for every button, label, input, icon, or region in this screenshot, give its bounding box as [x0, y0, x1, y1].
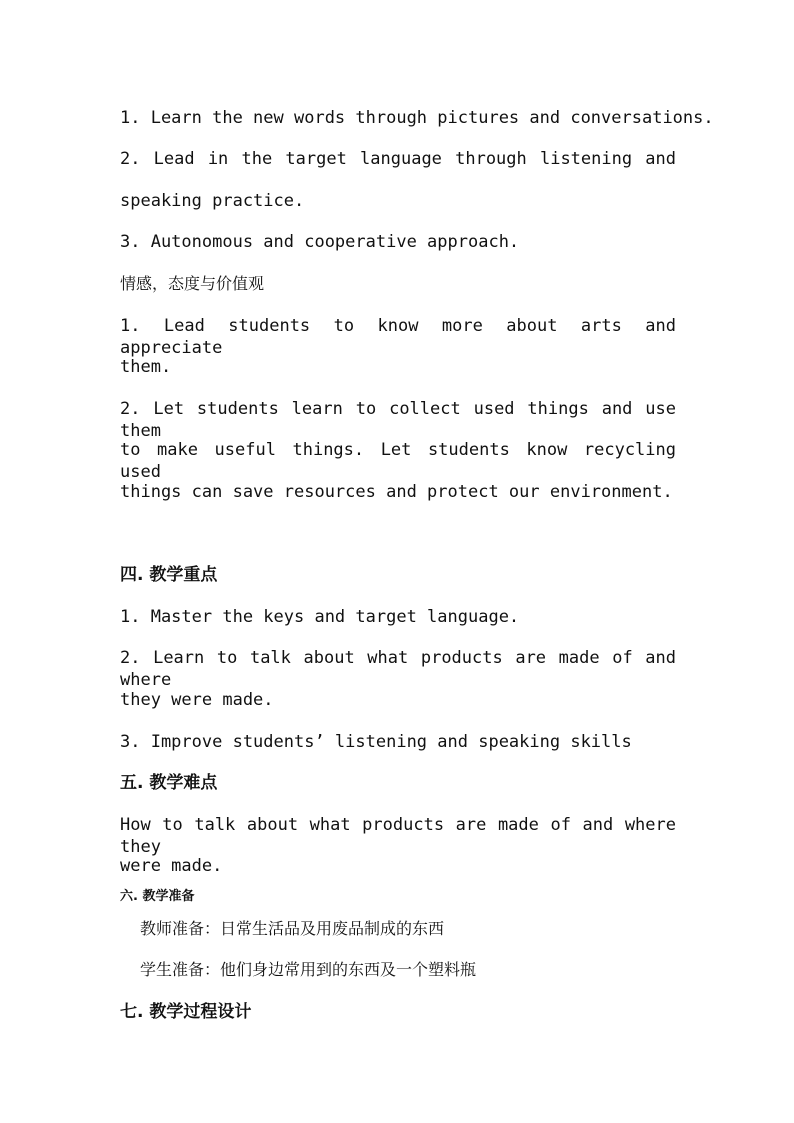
section-7-heading: 七. 教学过程设计 [120, 1002, 252, 1022]
emotion-objective-2-line-1: 2. Let students learn to collect used things and use them [120, 399, 676, 441]
emotion-objective-2-line-2: to make useful things. Let students know recycling used [120, 440, 676, 482]
emotion-objective-1-line-2: them. [120, 357, 172, 377]
emotion-objective-2-line-3: things can save resources and protect our environment. [120, 482, 673, 502]
emotion-heading: 情感，态度与价值观 [120, 274, 265, 293]
process-objective-1: 1. Learn the new words through pictures and conversations. [120, 108, 714, 128]
key-point-3: 3. Improve students’ listening and speaking skills [120, 732, 632, 752]
section-4-heading: 四. 教学重点 [120, 565, 218, 585]
difficulty-line-1: How to talk about what products are made of and where they [120, 815, 676, 857]
key-point-2-line-1: 2. Learn to talk about what products are made of and where [120, 648, 676, 690]
process-objective-2-line-1: 2. Lead in the target language through listening and [120, 149, 676, 169]
key-point-1: 1. Master the keys and target language. [120, 607, 520, 627]
process-objective-2-line-2: speaking practice. [120, 191, 305, 211]
student-preparation: 学生准备：他们身边常用到的东西及一个塑料瓶 [140, 960, 477, 979]
section-5-heading: 五. 教学难点 [120, 773, 218, 793]
teacher-preparation: 教师准备：日常生活品及用废品制成的东西 [140, 919, 445, 938]
difficulty-line-2: were made. [120, 856, 223, 876]
process-objective-3: 3. Autonomous and cooperative approach. [120, 232, 520, 252]
key-point-2-line-2: they were made. [120, 690, 274, 710]
emotion-objective-1-line-1: 1. Lead students to know more about arts and appreciate [120, 316, 676, 358]
section-6-heading: 六. 教学准备 [120, 889, 195, 904]
